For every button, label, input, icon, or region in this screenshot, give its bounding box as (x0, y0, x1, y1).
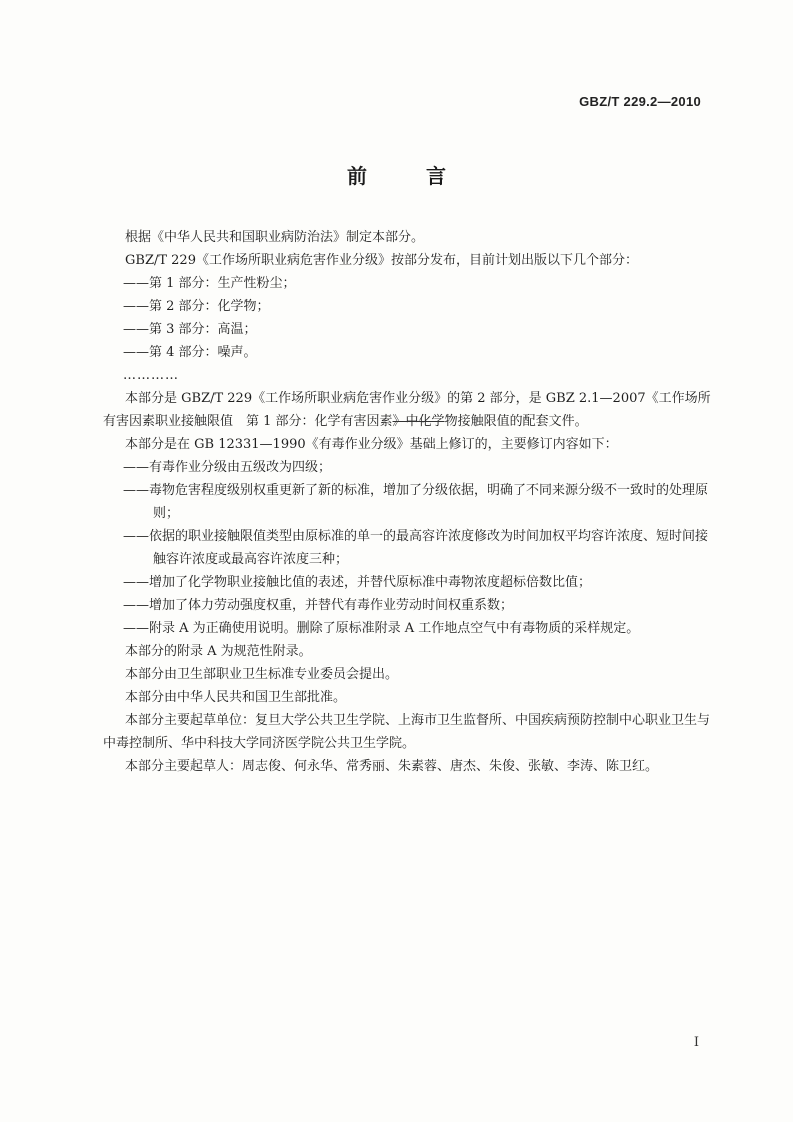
ellipsis: ………… (123, 368, 179, 383)
list-item-part-3: ——第 3 部分：高温； (123, 322, 257, 337)
list-item-revision-6: ——附录 A 为正确使用说明。删除了原标准附录 A 工作地点空气中有毒物质的采样规定。 (123, 621, 640, 636)
paragraph-drafters: 本部分主要起草人：周志俊、何永华、常秀丽、朱素蓉、唐杰、朱俊、张敏、李涛、陈卫红。 (125, 759, 659, 774)
relation-text-b: 物接触限值的配套文件。 (444, 414, 588, 429)
struck-text: 》中化学 (392, 414, 445, 429)
paragraph-relation (103, 387, 713, 433)
list-item-revision-5: ——增加了体力劳动强度权重，并替代有毒作业劳动时间权重系数； (123, 598, 514, 613)
list-item-revision-1: ——有毒作业分级由五级改为四级； (123, 460, 332, 475)
page-number: I (693, 1035, 699, 1050)
list-item-revision-4: ——增加了化学物职业接触比值的表述，并替代原标准中毒物浓度超标倍数比值； (123, 575, 592, 590)
list-item-revision-3: ——依据的职业接触限值类型由原标准的单一的最高容许浓度修改为时间加权平均容许浓度、短时间接触容许浓度或最高容许浓度三种； (123, 529, 709, 567)
foreword-body (103, 226, 713, 778)
paragraph-appendix: 本部分的附录 A 为规范性附录。 (125, 644, 312, 659)
paragraph-approved-by: 本部分由中华人民共和国卫生部批准。 (125, 690, 347, 705)
list-item-revision-2: ——毒物危害程度级别权重更新了新的标准，增加了分级依据，明确了不同来源分级不一致时的处理原则； (123, 483, 709, 521)
paragraph-legal-basis: 根据《中华人民共和国职业病防治法》制定本部分。 (125, 230, 425, 245)
list-item-part-4: ——第 4 部分：噪声。 (123, 345, 257, 360)
paragraph-parts-intro: GBZ/T 229《工作场所职业病危害作业分级》按部分发布，目前计划出版以下几个部分： (125, 253, 638, 268)
paragraph-drafting-units: 本部分主要起草单位：复旦大学公共卫生学院、上海市卫生监督所、中国疾病预防控制中心职业卫生与中毒控制所、华中科技大学同济医学院公共卫生学院。 (103, 713, 711, 751)
paragraph-proposed-by: 本部分由卫生部职业卫生标准专业委员会提出。 (125, 667, 399, 682)
standard-code: GBZ/T 229.2—2010 (579, 94, 701, 109)
page-title: 前 言 (347, 164, 472, 188)
paragraph-revision-intro: 本部分是在 GB 12331—1990《有毒作业分级》基础上修订的，主要修订内容如下： (125, 437, 618, 452)
list-item-part-2: ——第 2 部分：化学物； (123, 299, 270, 314)
relation-text-a: 本部分是 GBZ/T 229《工作场所职业病危害作业分级》的第 2 部分，是 GBZ 2.1—2007《工作场所有害因素职业接触限值 第 1 部分：化学有害因素 (103, 391, 711, 429)
list-item-part-1: ——第 1 部分：生产性粉尘； (123, 276, 296, 291)
